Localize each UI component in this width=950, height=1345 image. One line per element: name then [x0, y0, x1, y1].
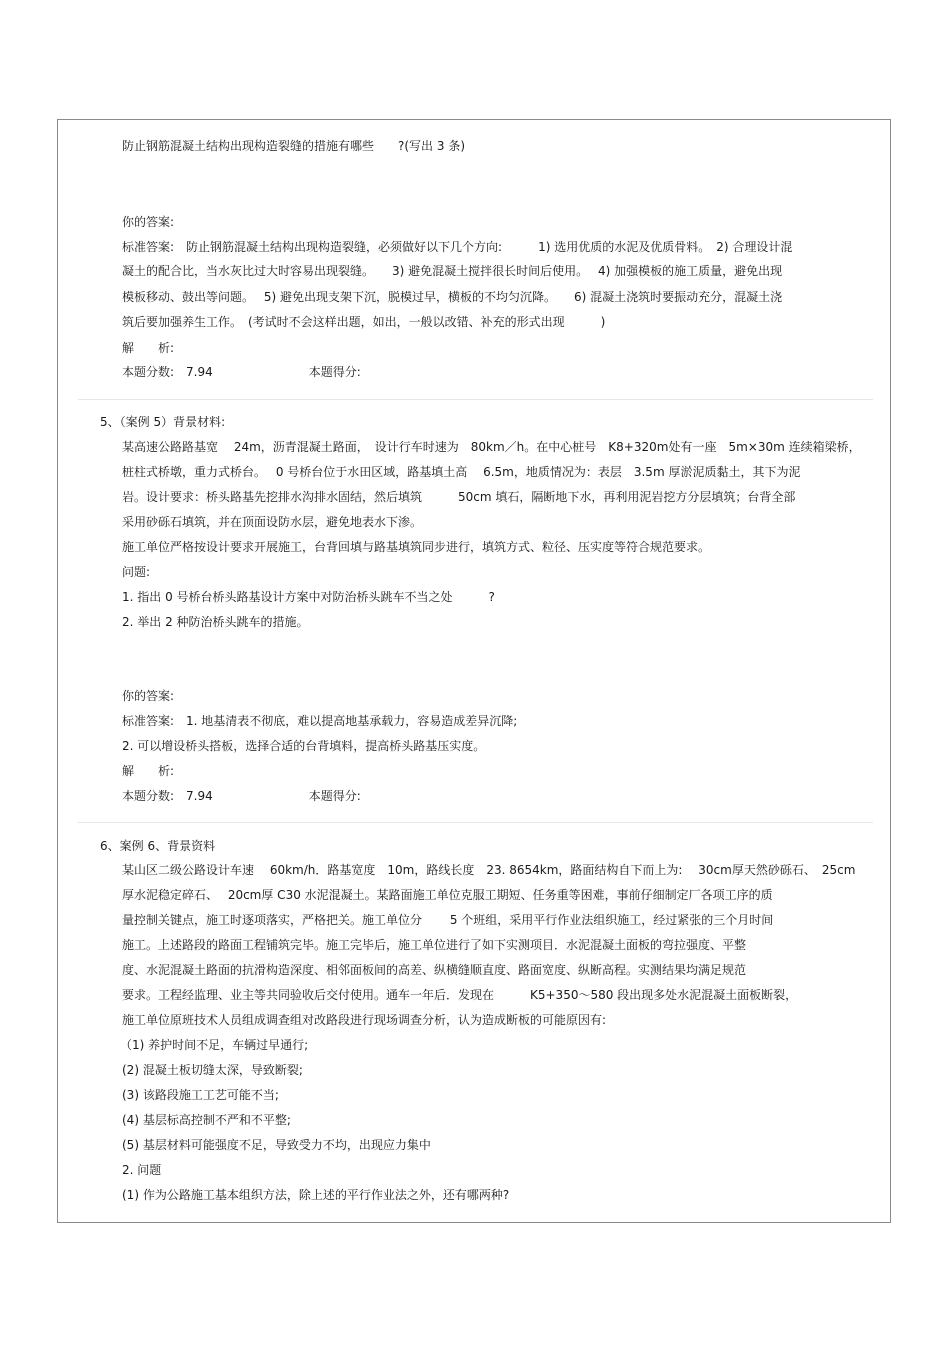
section-divider: [78, 822, 873, 823]
q4-standard-answer: 标准答案: 防止钢筋混凝土结构出现构造裂缝，必须做好以下几个方向: 1) 选用优质的水泥及优质骨料。 2) 合理设计混: [122, 240, 793, 254]
q5-background: 某高速公路路基宽 24m，沥青混凝土路面， 设计行车时速为 80km／h。在中心桩号 K8+320m处有一座 5m×30m 连续箱梁桥，: [122, 440, 861, 454]
q5-standard-answer: 2. 可以增设桥头搭板，选择合适的台背填料，提高桥头路基压实度。: [122, 739, 486, 753]
q4-standard-answer: 模板移动、鼓出等问题。 5) 避免出现支架下沉，脱模过早，横板的不均匀沉降。 6) 混凝土浇筑时要振动充分，混凝土浇: [122, 290, 783, 304]
q6-cause-item: (2) 混凝土板切缝太深，导致断裂;: [122, 1063, 303, 1077]
q4-analysis: 解 析:: [122, 341, 175, 355]
q4-your-answer: 你的答案:: [122, 215, 175, 229]
q6-cause-item: (4) 基层标高控制不严和不平整;: [122, 1113, 291, 1127]
q5-your-answer: 你的答案:: [122, 689, 175, 703]
q5-standard-answer: 标准答案: 1. 地基清表不彻底，难以提高地基承载力，容易造成差异沉降;: [122, 714, 518, 728]
q6-background: 施工单位原班技术人员组成调查组对改路段进行现场调查分析，认为造成断板的可能原因有:: [122, 1013, 607, 1027]
document-frame: [57, 119, 891, 1223]
q5-background: 岩。设计要求：桥头路基先挖排水沟排水固结，然后填筑 50cm 填石，隔断地下水，再利用泥岩挖方分层填筑；台背全部: [122, 490, 796, 504]
q6-problem-heading: 2. 问题: [122, 1163, 162, 1177]
q5-problem-item: 2. 举出 2 种防治桥头跳车的措施。: [122, 615, 309, 629]
q6-problem-item: (1) 作为公路施工基本组织方法，除上述的平行作业法之外，还有哪两种?: [122, 1188, 510, 1202]
q5-analysis: 解 析:: [122, 764, 175, 778]
q5-background: 桩柱式桥墩，重力式桥台。 0 号桥台位于水田区域，路基填土高 6.5m，地质情况为：表层 3.5m 厚淤泥质黏土，其下为泥: [122, 465, 801, 479]
q6-background: 某山区二级公路设计车速 60km/h．路基宽度 10m，路线长度 23. 8654km，路面结构自下而上为: 30cm厚天然砂砾石、 25cm: [122, 863, 856, 877]
q5-problem-heading: 问题:: [122, 565, 151, 579]
q5-background: 采用砂砾石填筑，并在顶面设防水层，避免地表水下渗。: [122, 515, 423, 529]
q5-score: 本题分数: 7.94 本题得分:: [122, 789, 361, 803]
q5-title: 5、（案例 5）背景材料:: [100, 415, 226, 429]
section-divider: [78, 399, 873, 400]
q6-background: 厚水泥稳定碎石、 20cm厚 C30 水泥混凝土。某路面施工单位克服工期短、任务重等困难，事前仔细制定厂各项工序的质: [122, 888, 773, 902]
q5-background: 施工单位严格按设计要求开展施工，台背回填与路基填筑同步进行，填筑方式、粒径、压实度等符合规范要求。: [122, 540, 711, 554]
q6-cause-item: （1) 养护时间不足，车辆过早通行;: [120, 1038, 309, 1052]
q4-standard-answer: 筑后要加强养生工作。 (考试时不会这样出题，如出，一般以改错、补充的形式出现 ): [122, 315, 606, 329]
q4-standard-answer: 凝土的配合比，当水灰比过大时容易出现裂缝。 3) 避免混凝土搅拌很长时间后使用。 4) 加强模板的施工质量，避免出现: [122, 264, 783, 278]
q4-question: 防止钢筋混凝土结构出现构造裂缝的措施有哪些 ?(写出 3 条): [122, 139, 465, 153]
q6-background: 要求。工程经监理、业主等共同验收后交付使用。通车一年后．发现在 K5+350～580 段出现多处水泥混凝土面板断裂，: [122, 988, 798, 1002]
q5-problem-item: 1. 指出 0 号桥台桥头路基设计方案中对防治桥头跳车不当之处 ?: [122, 590, 495, 604]
q6-cause-item: (5) 基层材料可能强度不足，导致受力不均，出现应力集中: [122, 1138, 431, 1152]
q6-background: 度、水泥混凝土路面的抗滑构造深度、相邻面板间的高差、纵横缝顺直度、路面宽度、纵断高程。实测结果均满足规范: [122, 963, 747, 977]
q6-title: 6、案例 6、背景资料: [100, 839, 216, 853]
q4-score: 本题分数: 7.94 本题得分:: [122, 365, 361, 379]
q6-background: 量控制关键点，施工时逐项落实，严格把关。施工单位分 5 个班组，采用平行作业法组织施工，经过紧张的三个月时间: [122, 913, 774, 927]
q6-cause-item: (3) 该路段施工工艺可能不当;: [122, 1088, 279, 1102]
q6-background: 施工。上述路段的路面工程铺筑完毕。施工完毕后，施工单位进行了如下实测项目．水泥混凝土面板的弯拉强度、平整: [122, 938, 747, 952]
